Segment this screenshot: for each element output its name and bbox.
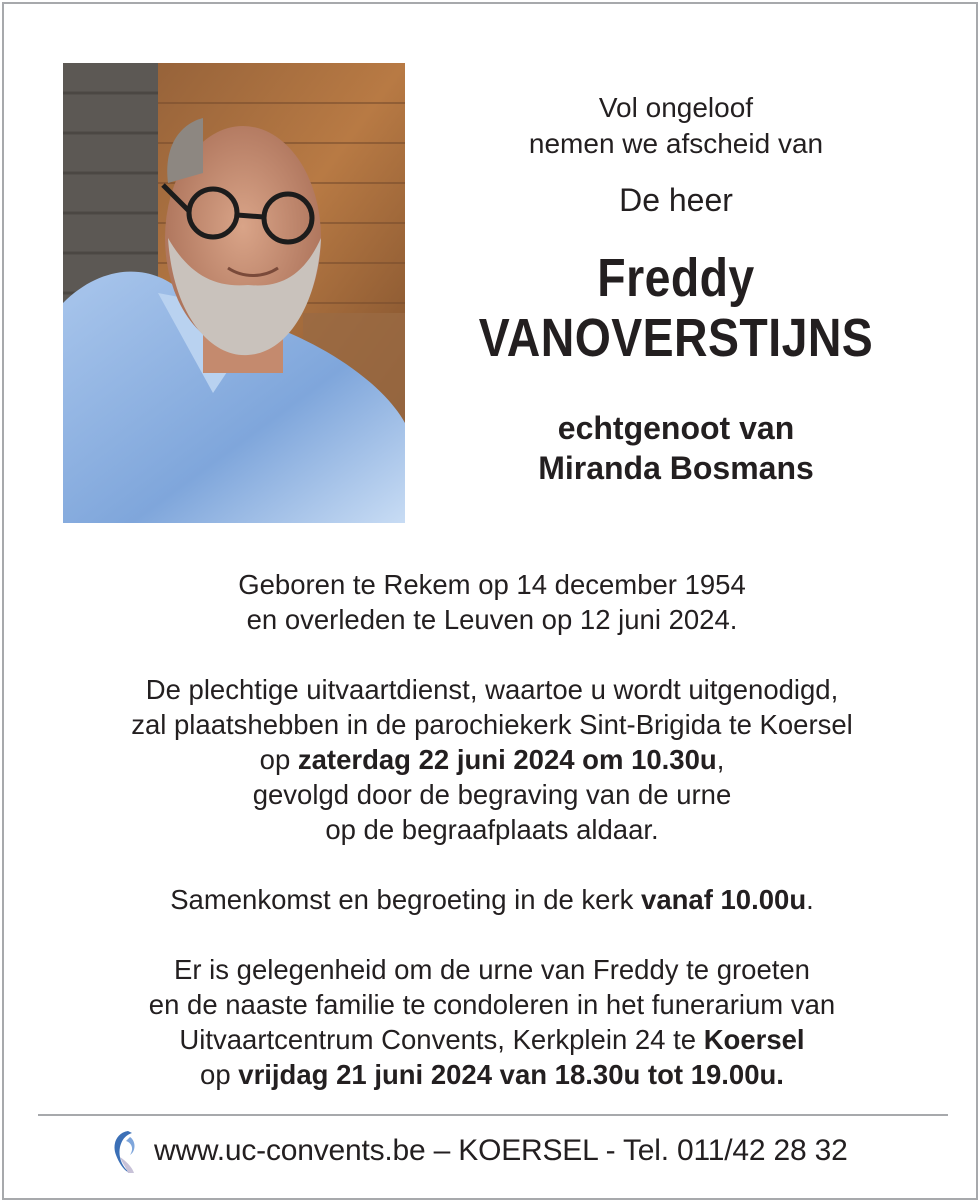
visit-line-1: Er is gelegenheid om de urne van Freddy te groeten (174, 954, 810, 985)
died-line: en overleden te Leuven op 12 juni 2024. (246, 604, 738, 635)
gathering-time: vanaf 10.00u (641, 884, 807, 915)
footer (108, 1126, 908, 1176)
born-line: Geboren te Rekem op 14 december 1954 (238, 569, 746, 600)
visit-line-3: Uitvaartcentrum Convents, Kerkplein 24 te (179, 1024, 704, 1055)
visit-on: op (200, 1059, 239, 1090)
visitation-paragraph (4, 952, 980, 1092)
intro-line-1: Vol ongeloof (598, 92, 754, 123)
visit-place: Koersel (703, 1024, 805, 1055)
visit-date: vrijdag 21 juni 2024 van 18.30u tot 19.00u. (238, 1059, 784, 1090)
honorific: De heer (619, 182, 733, 218)
service-on: op (259, 744, 298, 775)
contact-info: www.uc-convents.be – KOERSEL - Tel. 011/42 28 32 (154, 1134, 848, 1167)
service-line-1: De plechtige uitvaartdienst, waartoe u wordt uitgenodigd, (145, 674, 839, 705)
relation-label: echtgenoot van (557, 410, 795, 446)
deceased-first-name: Freddy (597, 248, 755, 308)
spouse-name: Miranda Bosmans (538, 450, 814, 486)
gathering-end: . (806, 884, 814, 915)
intro-line-2: nemen we afscheid van (528, 128, 824, 159)
notice-header (406, 90, 946, 488)
birth-death-paragraph (4, 567, 980, 637)
death-notice-card (2, 2, 978, 1200)
service-line-5: op de begraafplaats aldaar. (325, 814, 659, 845)
notice-body (4, 567, 980, 1127)
funeral-home-logo-icon (108, 1127, 140, 1175)
gathering-text: Samenkomst en begroeting in de kerk (170, 884, 642, 915)
visit-line-2: en de naaste familie te condoleren in het funerarium van (148, 989, 836, 1020)
service-line-2: zal plaatshebben in de parochiekerk Sint-Brigida te Koersel (131, 709, 853, 740)
service-comma: , (716, 744, 725, 775)
footer-divider (38, 1114, 948, 1116)
service-paragraph (4, 672, 980, 847)
deceased-last-name: VANOVERSTIJNS (478, 308, 874, 368)
gathering-paragraph (4, 882, 980, 917)
portrait-photo (63, 63, 405, 523)
service-date: zaterdag 22 juni 2024 om 10.30u (297, 744, 717, 775)
service-line-4: gevolgd door de begraving van de urne (252, 779, 732, 810)
